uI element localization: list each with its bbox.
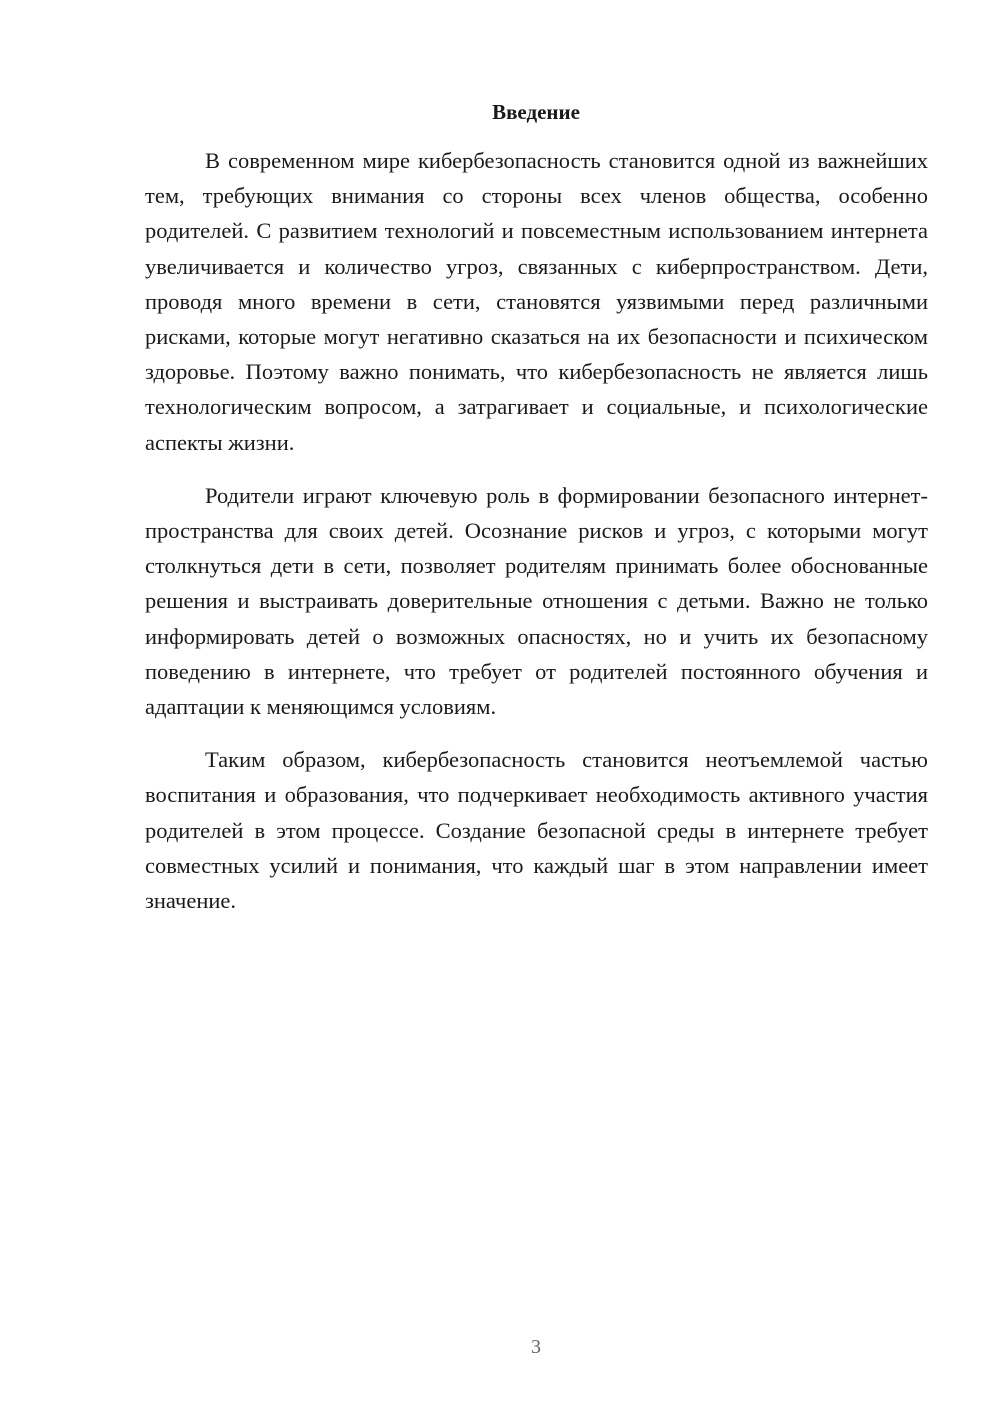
paragraph-1: В современном мире кибербезопасность становится одной из важнейших тем, требующих внимания со стороны всех членов общества, особенно родителей. С развитием технологий и повсеместным использованием интернета увеличивается и количество угроз, связанных с киберпространством. Дети, проводя много времени в сети, становятся уязвимыми перед различными рисками, которые могут негативно сказаться на их безопасности и психическом здоровье. Поэтому важно понимать, что кибербезопасность не является лишь технологическим вопросом, а затрагивает и социальные, и психологические аспекты жизни. xyxy=(145,148,928,455)
paragraph-2: Родители играют ключевую роль в формировании безопасного интернет-пространства для своих детей. Осознание рисков и угроз, с которыми могут столкнуться дети в сети, позволяет родителям принимать более обоснованные решения и выстраивать доверительные отношения с детьми. Важно не только информировать детей о возможных опасностях, но и учить их безопасному поведению в интернете, что требует от родителей постоянного обучения и адаптации к меняющимся условиям. xyxy=(145,482,928,720)
page-number: 3 xyxy=(531,1336,541,1358)
paragraph-3: Таким образом, кибербезопасность становится неотъемлемой частью воспитания и образования, что подчеркивает необходимость активного участия родителей в этом процессе. Создание безопасной среды в интернете требует совместных усилий и понимания, что каждый шаг в этом направлении имеет значение. xyxy=(145,747,928,914)
body-text xyxy=(145,143,928,936)
page-title: Введение xyxy=(492,100,580,124)
